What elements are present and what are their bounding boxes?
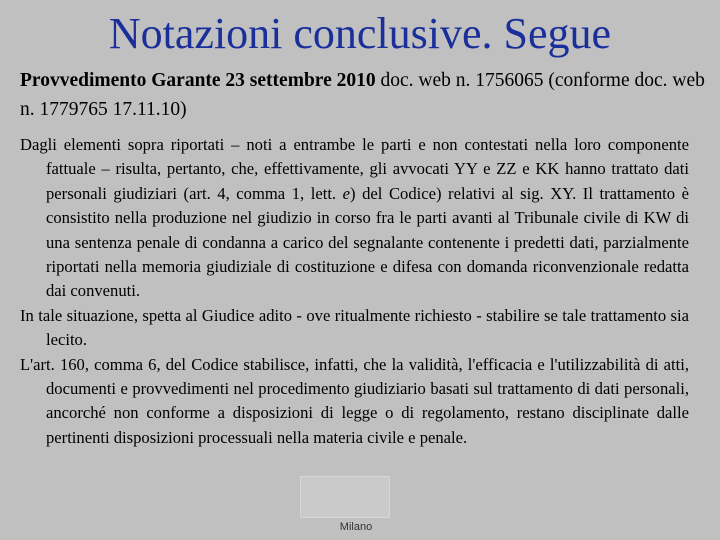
paragraph-article-160: L'art. 160, comma 6, del Codice stabilisce, infatti, che la validità, l'efficacia e l'utilizzabilità di atti, documenti e provvedimenti nel procedimento giudiziario basati sul trattamento di dati personali, ancorché non conforme a disposizioni di legge o di regolamento, restano disciplinate dalle pertinenti disposizioni processuali nella materia civile e penale. xyxy=(20,354,689,447)
paragraph-findings-part1: Dagli elementi sopra riportati – noti a entrambe le parti e non contestati nella loro componente fattuale – risulta, pertanto, che, effettivamente, gli avvocati YY e ZZ e KK hanno trattato dati personali giudiziari (art. 4, comma 1, lett. xyxy=(20,135,689,203)
provision-title: Provvedimento Garante 23 settembre 2010 xyxy=(20,70,376,91)
body-text xyxy=(20,133,689,450)
provision-reference xyxy=(20,66,710,124)
watermark-logo-box xyxy=(300,476,390,518)
slide-title: Notazioni conclusive. Segue xyxy=(108,9,612,58)
paragraph-findings xyxy=(20,133,689,304)
paragraph-findings-part2: ) del Codice) relativi al sig. XY. Il trattamento è consistito nella produzione nel giudizio in corso fra le parti avanti al Tribunale civile di KW di una sentenza penale di condanna a carico del segnalante contenente i predetti dati, parzialmente riportati nella memoria giudiziale di costituzione e difesa con domanda riconvenzionale redatta dai convenuti. xyxy=(46,183,689,301)
paragraph-findings-letter: e xyxy=(342,183,351,203)
paragraph-judge: In tale situazione, spetta al Giudice adito - ove ritualmente richiesto - stabilire se tale trattamento sia lecito. xyxy=(20,305,689,350)
watermark-city: Milano xyxy=(339,521,373,533)
provision-doc-numbers: doc. web n. 1756065 (conforme doc. web n. 1779765 17.11.10) xyxy=(20,70,705,120)
